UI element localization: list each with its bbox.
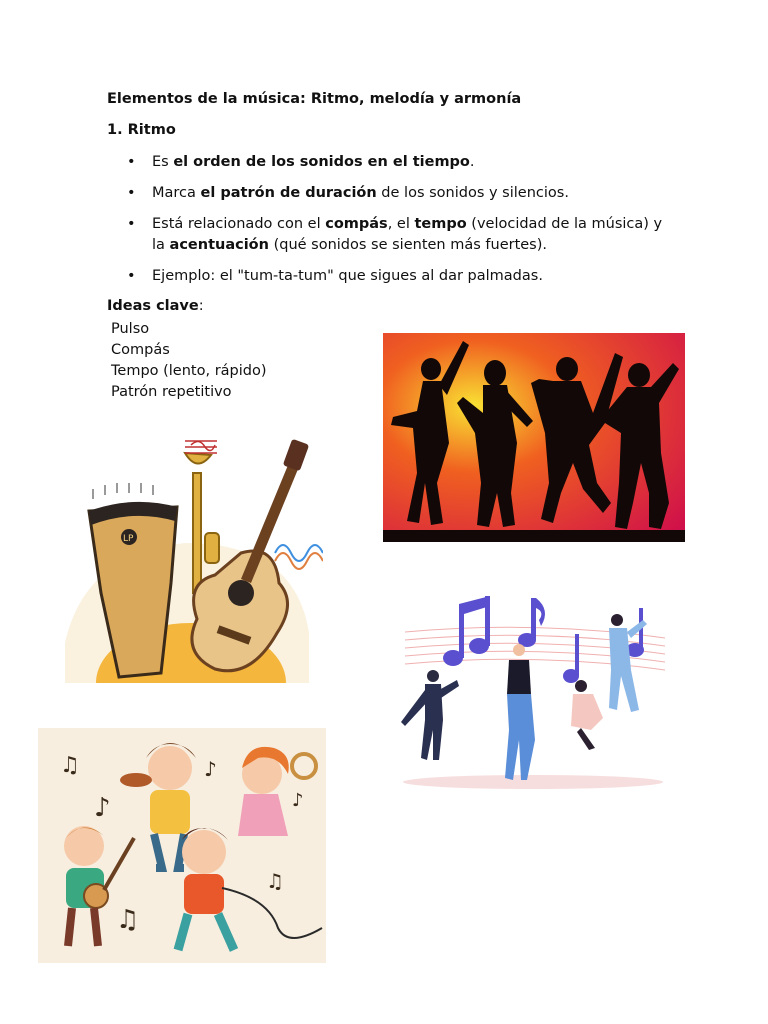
section-heading: 1. Ritmo bbox=[107, 122, 176, 138]
dancers-silhouette-image bbox=[383, 333, 685, 542]
dancers-notes-image bbox=[395, 590, 670, 790]
idea-item: Patrón repetitivo bbox=[111, 384, 232, 400]
instruments-image bbox=[65, 433, 323, 693]
svg-text:♫: ♫ bbox=[266, 869, 284, 893]
svg-text:LP: LP bbox=[123, 534, 134, 544]
idea-item: Compás bbox=[111, 342, 170, 358]
svg-text:♪: ♪ bbox=[292, 790, 304, 811]
ideas-list bbox=[111, 319, 267, 403]
bullet-list bbox=[107, 152, 667, 297]
ideas-heading: Ideas clave: bbox=[107, 298, 204, 314]
svg-text:♫: ♫ bbox=[116, 905, 140, 935]
document-title: Elementos de la música: Ritmo, melodía y armonía bbox=[107, 91, 522, 107]
idea-item: Tempo (lento, rápido) bbox=[111, 363, 267, 379]
svg-text:♪: ♪ bbox=[94, 793, 111, 823]
bullet-item: • Ejemplo: el "tum-ta-tum" que sigues al dar palmadas. bbox=[107, 266, 667, 287]
bullet-item: • Marca el patrón de duración de los sonidos y silencios. bbox=[107, 183, 667, 204]
bullet-item: • Está relacionado con el compás, el tempo (velocidad de la música) y la acentuación (qué sonidos se sienten más fuertes). bbox=[107, 214, 667, 256]
bullet-item: • Es el orden de los sonidos en el tiempo. bbox=[107, 152, 667, 173]
svg-text:♪: ♪ bbox=[204, 757, 217, 781]
idea-item: Pulso bbox=[111, 321, 150, 337]
kids-music-image bbox=[38, 728, 326, 963]
svg-text:♫: ♫ bbox=[60, 753, 80, 778]
